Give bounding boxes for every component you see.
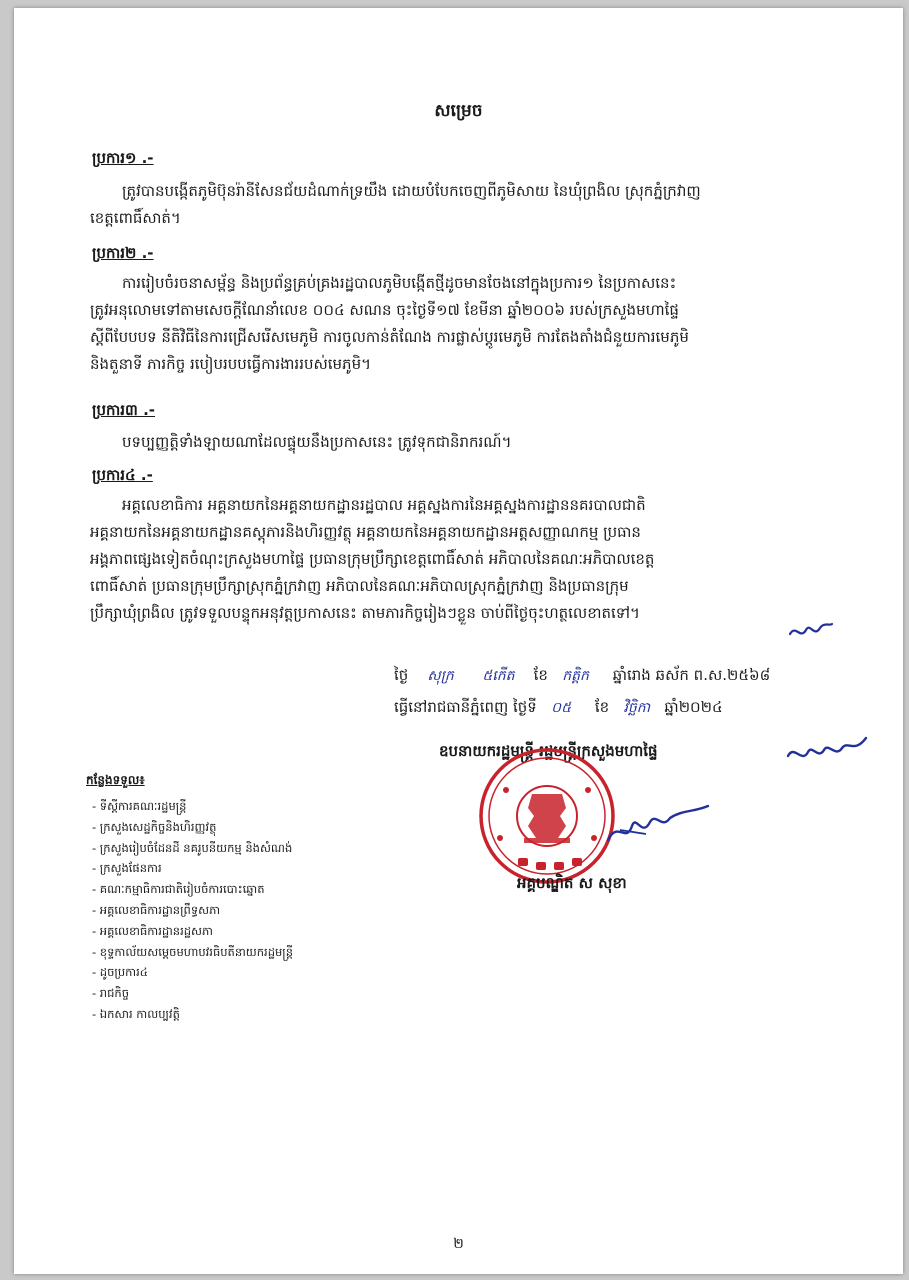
article-3-line: បទប្បញ្ញត្តិទាំងឡាយណាដែលផ្ទុយនឹងប្រកាសនេះ ត្រូវទុកជានិរាករណ៍។	[122, 433, 512, 451]
article-4-heading: ប្រការ៤ .-	[92, 466, 153, 484]
lunar-month-handwritten: កត្តិក	[562, 668, 589, 684]
lunar-day-label: ថ្ងៃ	[394, 666, 409, 684]
article-4-line: ប្រឹក្សាឃុំព្រងិល ត្រូវទទួលបន្ទុកអនុវត្តប្រកាសនេះ តាមភារកិច្ចរៀងៗខ្លួន ចាប់ពីថ្ងៃចុះហត្ថលេខាតទៅ។	[90, 604, 640, 622]
lunar-date-handwritten: ៥កើត	[482, 668, 515, 684]
article-3-heading: ប្រការ៣ .-	[92, 401, 155, 419]
list-item: - ដូចប្រការ៤	[92, 965, 148, 980]
recipients-list	[92, 796, 293, 1025]
list-item: - អគ្គលេខាធិការដ្ឋានរដ្ឋសភា	[92, 923, 213, 938]
handwritten-initials-icon	[784, 734, 870, 770]
lunar-day-handwritten: សុក្រ	[427, 668, 454, 684]
article-2-line: ត្រូវអនុលោមទៅតាមសេចក្ដីណែនាំលេខ ០០៤ សណន ចុះថ្ងៃទី១៧ ខែមីនា ឆ្នាំ២០០៦ របស់ក្រសួងមហាផ្ទៃ	[90, 301, 679, 319]
solar-month-handwritten: វិច្ឆិកា	[623, 700, 651, 716]
article-4-line: អង្គភាពផ្សេងទៀតចំណុះក្រសួងមហាផ្ទៃ ប្រធានក្រុមប្រឹក្សាខេត្តពោធិ៍សាត់ អភិបាលនៃគណៈអភិបាលខេត្ត	[90, 550, 655, 568]
minister-title: ឧបនាយករដ្ឋមន្ត្រី រដ្ឋមន្ត្រីក្រសួងមហាផ្ទៃ	[439, 742, 658, 760]
lunar-month-label: ខែ	[533, 666, 548, 684]
article-2-heading: ប្រការ២ .-	[92, 244, 154, 262]
list-item: - ក្រសួងរៀបចំដែនដី នគរូបនីយកម្ម និងសំណង់	[92, 840, 293, 855]
signature-icon	[602, 800, 712, 850]
list-item: - ទីស្ដីការគណៈរដ្ឋមន្ត្រី	[92, 799, 187, 813]
article-1-line: ត្រូវបានបង្កើតភូមិប៊ុនរ៉ានីសែនជ័យដំណាក់ទ្រយឹង ដោយបំបែកចេញពីភូមិសាយ នៃឃុំព្រងិល ស្រុកភ្នំក្រវាញ	[122, 182, 701, 200]
article-2-line: និងតួនាទី ភារកិច្ច របៀបរបបធ្វើការងាររបស់មេភូមិ។	[90, 355, 371, 373]
solar-day-handwritten: ០៥	[551, 700, 571, 716]
article-2-line: ស្ដីពីបែបបទ នីតិវិធីនៃការជ្រើសរើសមេភូមិ ការចូលកាន់តំណែង ការផ្លាស់ប្ដូរមេភូមិ ការតែងតាំងជំនួយការមេភូមិ	[90, 328, 689, 346]
solar-date-line	[394, 698, 723, 720]
list-item: - ឯកសារ កាលប្បវត្តិ	[92, 1006, 180, 1021]
solar-place-text: ធ្វើនៅរាជធានីភ្នំពេញ ថ្ងៃទី	[394, 698, 537, 716]
solar-month-label: ខែ	[594, 698, 610, 716]
lunar-date-line	[394, 666, 770, 688]
article-4-line: ពោធិ៍សាត់ ប្រធានក្រុមប្រឹក្សាស្រុកភ្នំក្រវាញ អភិបាលនៃគណៈអភិបាលស្រុកភ្នំក្រវាញ និងប្រធានក្រុម	[90, 577, 629, 595]
handwritten-tick-icon	[786, 618, 836, 646]
solar-year-text: ឆ្នាំ២០២៤	[664, 698, 723, 716]
lunar-year-text: ឆ្នាំរោង ឆស័ក ព.ស.២៥៦៨	[612, 666, 771, 684]
list-item: - ក្រសួងសេដ្ឋកិច្ចនិងហិរញ្ញវត្ថុ	[92, 819, 217, 834]
recipients-title: កន្លែងទទួល៖	[86, 773, 145, 787]
list-item: - គណៈកម្មាធិការជាតិរៀបចំការបោះឆ្នោត	[92, 882, 265, 897]
article-1-heading: ប្រការ១ .-	[92, 149, 154, 167]
article-4-line: អគ្គនាយកនៃអគ្គនាយកដ្ឋានគស្តុភារនិងហិរញ្ញវត្ថុ អគ្គនាយកនៃអគ្គនាយកដ្ឋានអត្តសញ្ញាណកម្ម ប្រធាន	[90, 523, 641, 541]
list-item: - រាជកិច្ច	[92, 986, 130, 1001]
document-page	[14, 8, 903, 1274]
list-item: - អគ្គលេខាធិការដ្ឋានព្រឹទ្ធសភា	[92, 902, 221, 917]
page-number: ២	[453, 1236, 464, 1252]
list-item: - ក្រសួងផែនការ	[92, 861, 162, 876]
article-2-line: ការរៀបចំរចនាសម្ព័ន្ធ និងប្រព័ន្ធគ្រប់គ្រងរដ្ឋបាលភូមិបង្កើតថ្មីដូចមានចែងនៅក្នុងប្រការ១ នៃប្រកាសនេះ	[122, 274, 677, 292]
article-4-line: អគ្គលេខាធិការ អគ្គនាយកនៃអគ្គនាយកដ្ឋានរដ្ឋបាល អគ្គស្នងការនៃអគ្គស្នងការដ្ឋាននគរបាលជាតិ	[122, 496, 646, 514]
signer-name: អគ្គបណ្ឌិត ស សុខា	[517, 874, 627, 892]
page-title: សម្រេច	[434, 101, 483, 121]
list-item: - ខុទ្ទកាល័យសម្ដេចមហាបវរធិបតីនាយករដ្ឋមន្ត្រី	[92, 944, 294, 959]
article-1-line: ខេត្តពោធិ៍សាត់។	[90, 209, 181, 227]
